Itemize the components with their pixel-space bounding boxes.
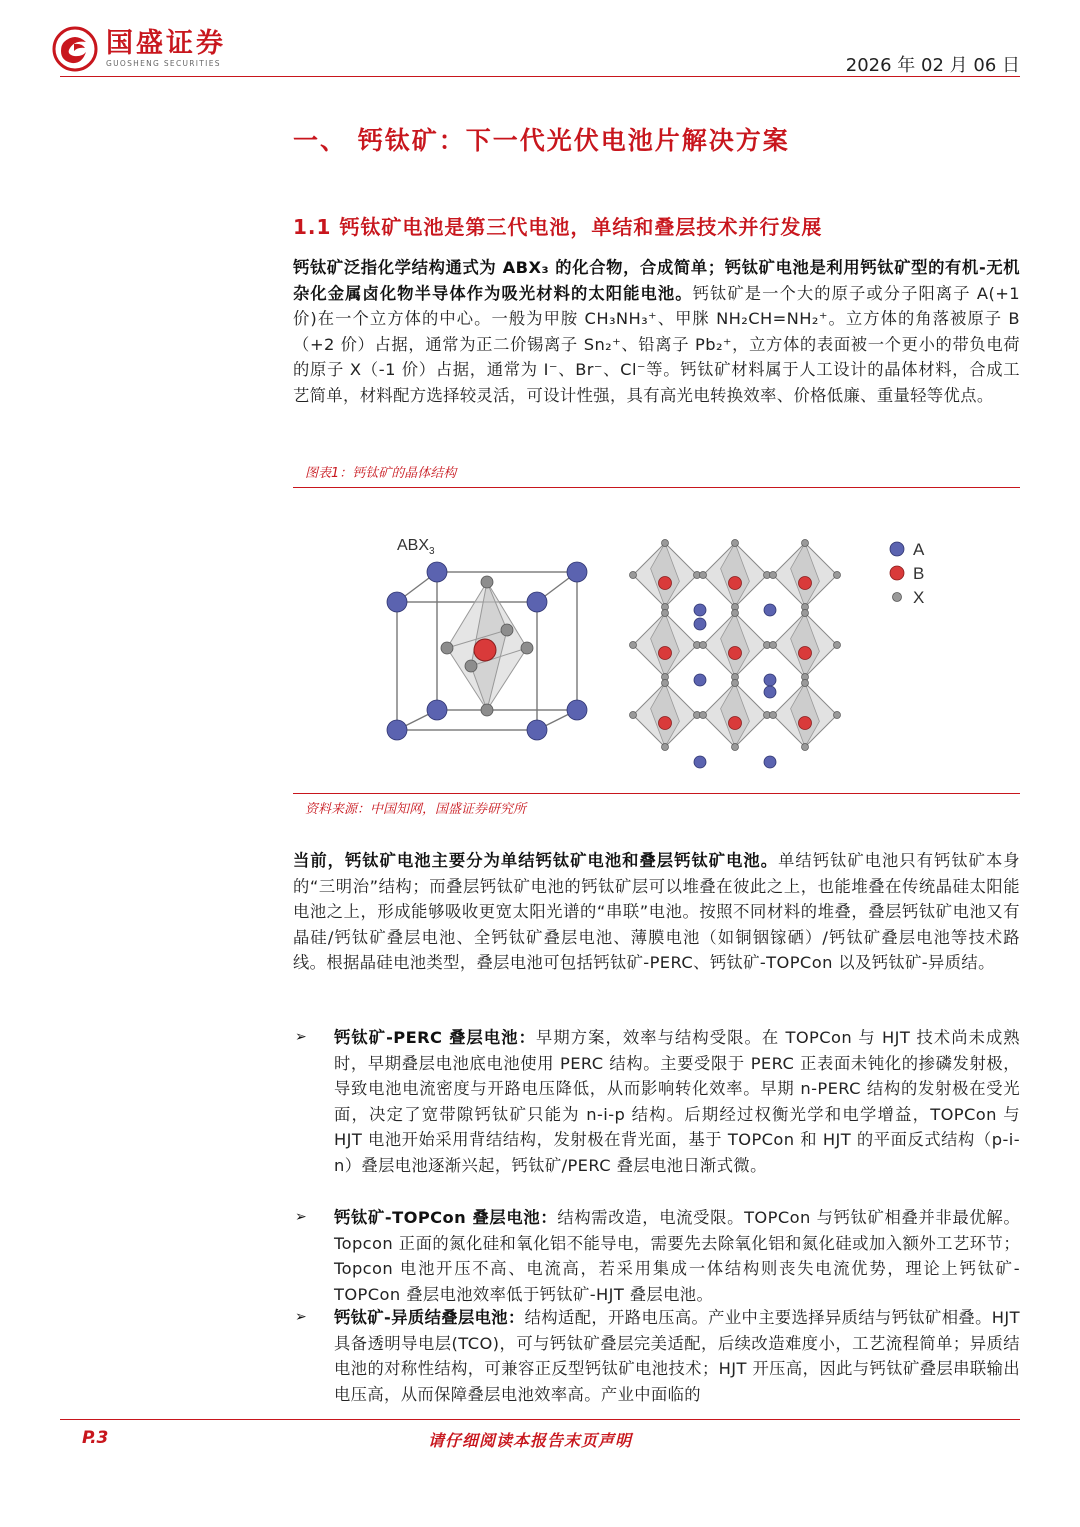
- brand-logo: [52, 26, 226, 72]
- list-item-title: 钙钛矿-PERC 叠层电池：: [334, 1028, 537, 1047]
- lattice-b-atom: [799, 577, 812, 590]
- brand-name-cn: 国盛证券: [106, 28, 226, 59]
- lattice-diagram: [630, 540, 841, 769]
- lattice-b-atom: [729, 647, 742, 660]
- figure-source: 资料来源：中国知网，国盛证券研究所: [305, 802, 527, 817]
- lattice-b-atom: [659, 577, 672, 590]
- legend-a-label: A: [913, 540, 925, 559]
- lattice-x-atom: [630, 712, 637, 719]
- lattice-b-atom: [659, 647, 672, 660]
- lattice-b-atom: [729, 577, 742, 590]
- list-item-text: 早期方案，效率与结构受限。在 TOPCon 与 HJT 技术尚未成熟时，早期叠层电池底电池使用 PERC 结构。主要受限于 PERC 正表面未钝化的掺磷发射极，导致电池电流密度与开路电压降低，从而影响转化效率。早期 n-PERC 结构的发射极在受光面，决定了宽带隙钙钛矿只能为 n-i-p 结构。后期经过权衡光学和电学增益，TOPCon 与 HJT 电池开始采用背结结构，发射极在背光面，基于 TOPCon 和 HJT 的平面反式结构（p-i-n）叠层电池逐渐兴起，钙钛矿/PERC 叠层电池日渐式微。: [334, 1028, 1020, 1175]
- legend-a-swatch: [890, 542, 904, 556]
- lattice-x-atom: [770, 642, 777, 649]
- lattice-x-atom: [802, 744, 809, 751]
- lattice-x-atom: [802, 610, 809, 617]
- list-item-perc: [293, 1025, 1020, 1205]
- arrow-bullet-icon: ➢: [295, 1309, 308, 1325]
- lattice-x-atom: [630, 572, 637, 579]
- atom-legend: [890, 540, 925, 607]
- lattice-b-atom: [799, 717, 812, 730]
- list-item-hjt: [293, 1305, 1020, 1407]
- arrow-bullet-icon: ➢: [295, 1209, 308, 1225]
- subsection-heading: 1.1 钙钛矿电池是第三代电池，单结和叠层技术并行发展: [293, 215, 823, 239]
- lattice-a-atom: [764, 674, 776, 686]
- lattice-x-atom: [770, 712, 777, 719]
- lattice-b-atom: [659, 717, 672, 730]
- guosheng-logo-icon: [52, 26, 98, 72]
- lattice-a-atom: [694, 756, 706, 768]
- lattice-x-atom: [700, 572, 707, 579]
- lattice-x-atom: [802, 680, 809, 687]
- lattice-a-atom: [764, 686, 776, 698]
- lattice-x-atom: [630, 642, 637, 649]
- lattice-x-atom: [732, 744, 739, 751]
- formula-subscript: 3: [429, 546, 435, 557]
- lattice-x-atom: [834, 572, 841, 579]
- formula-label: [397, 537, 435, 557]
- perovskite-crystal-structure-figure: [375, 520, 955, 776]
- lattice-x-atom: [662, 610, 669, 617]
- list-item-topcon: [293, 1205, 1020, 1305]
- lattice-x-atom: [732, 610, 739, 617]
- lattice-x-atom: [834, 642, 841, 649]
- figure-caption: 图表1：钙钛矿的晶体结构: [305, 466, 457, 481]
- legend-b-swatch: [890, 566, 904, 580]
- list-item-title: 钙钛矿-异质结叠层电池：: [334, 1308, 525, 1327]
- intro-paragraph-body: 钙钛矿是一个大的原子或分子阳离子 A(+1 价)在一个立方体的中心。一般为甲胺 CH₃NH₃⁺、甲脒 NH₂CH=NH₂⁺。立方体的角落被原子 B（+2 价）占据，通常为正二价锡离子 Sn₂⁺、铅离子 Pb₂⁺，立方体的表面被一个更小的带负电荷的原子 X（-1 价）占据，通常为 I⁻、Br⁻、Cl⁻等。钙钛矿材料属于人工设计的晶体材料，合成工艺简单，材料配方选择较灵活，可设计性强，具有高光电转换效率、价格低廉、重量轻等优点。: [293, 283, 1021, 405]
- list-item-title: 钙钛矿-TOPCon 叠层电池：: [334, 1208, 558, 1227]
- tandem-paragraph-body: 单结钙钛矿电池只有钙钛矿本身的“三明治”结构；而叠层钙钛矿电池的钙钛矿层可以堆叠在彼此之上，也能堆叠在传统晶硅太阳能电池之上，形成能够吸收更宽太阳光谱的“串联”电池。按照不同材料的堆叠，叠层钙钛矿电池又有晶硅/钙钛矿叠层电池、全钙钛矿叠层电池、薄膜电池（如铜铟镓硒）/钙钛矿叠层电池等技术路线。根据晶硅电池类型，叠层电池可包括钙钛矿-PERC、钙钛矿-TOPCon 以及钙钛矿-异质结。: [293, 851, 1020, 972]
- intro-paragraph: [293, 255, 1020, 408]
- section-heading: 一、 钙钛矿：下一代光伏电池片解决方案: [293, 126, 790, 155]
- figure-top-rule: [293, 487, 1020, 488]
- lattice-x-atom: [700, 642, 707, 649]
- lattice-x-atom: [662, 540, 669, 547]
- arrow-bullet-icon: ➢: [295, 1029, 308, 1045]
- report-date: 2026 年 02 月 06 日: [845, 55, 1020, 76]
- legend-x-label: X: [913, 588, 925, 607]
- figure-bottom-rule: [293, 793, 1020, 794]
- lattice-x-atom: [770, 572, 777, 579]
- footer-divider: [60, 1419, 1020, 1420]
- formula-base: ABX: [397, 537, 430, 554]
- list-item-text: 结构适配，开路电压高。产业中主要选择异质结与钙钛矿相叠。HJT 具备透明导电层(TCO)，可与钙钛矿叠层完美适配，后续改造难度小，工艺流程简单；异质结电池的对称性结构，可兼容正反型钙钛矿电池技术；HJT 开压高，因此与钙钛矿叠层串联输出电压高，从而保障叠层电池效率高。产业中面临的: [334, 1308, 1020, 1404]
- lattice-b-atom: [729, 717, 742, 730]
- legend-b-label: B: [913, 564, 925, 583]
- intro-paragraph-lead: 钙钛矿泛指化学结构通式为 ABX₃ 的化合物，合成简单；钙钛矿电池是利用钙钛矿型的有机-无机杂化金属卤化物半导体作为吸光材料的太阳能电池。: [293, 258, 1020, 303]
- page-number: P.3: [82, 1428, 109, 1448]
- list-item-text: 结构需改造，电流受限。TOPCon 与钙钛矿相叠并非最优解。Topcon 正面的氮化硅和氧化铝不能导电，需要先去除氧化铝和氮化硅或加入额外工艺环节；Topcon 电池开压不高、电流高，若采用集成一体结构则丧失电流优势，理论上钙钛矿-TOPCon 叠层电池效率低于钙钛矿-HJT 叠层电池。: [334, 1208, 1021, 1304]
- lattice-a-atom: [694, 674, 706, 686]
- lattice-a-atom: [764, 604, 776, 616]
- brand-name-en: GUOSHENG SECURITIES: [106, 59, 221, 68]
- lattice-x-atom: [662, 744, 669, 751]
- lattice-x-atom: [732, 680, 739, 687]
- lattice-a-atom: [694, 618, 706, 630]
- tandem-types-list: [293, 1025, 1020, 1407]
- header-divider: [60, 76, 1020, 77]
- lattice-x-atom: [834, 712, 841, 719]
- lattice-a-atom: [764, 756, 776, 768]
- lattice-x-atom: [802, 540, 809, 547]
- legend-x-swatch: [893, 593, 902, 602]
- lattice-b-atom: [799, 647, 812, 660]
- tandem-paragraph: [293, 848, 1020, 976]
- lattice-x-atom: [700, 712, 707, 719]
- b-atom-cell: [474, 639, 496, 661]
- lattice-a-atom: [694, 604, 706, 616]
- lattice-x-atom: [662, 680, 669, 687]
- footer-disclaimer: 请仔细阅读本报告末页声明: [428, 1431, 633, 1450]
- tandem-paragraph-lead: 当前，钙钛矿电池主要分为单结钙钛矿电池和叠层钙钛矿电池。: [293, 851, 779, 870]
- lattice-x-atom: [732, 540, 739, 547]
